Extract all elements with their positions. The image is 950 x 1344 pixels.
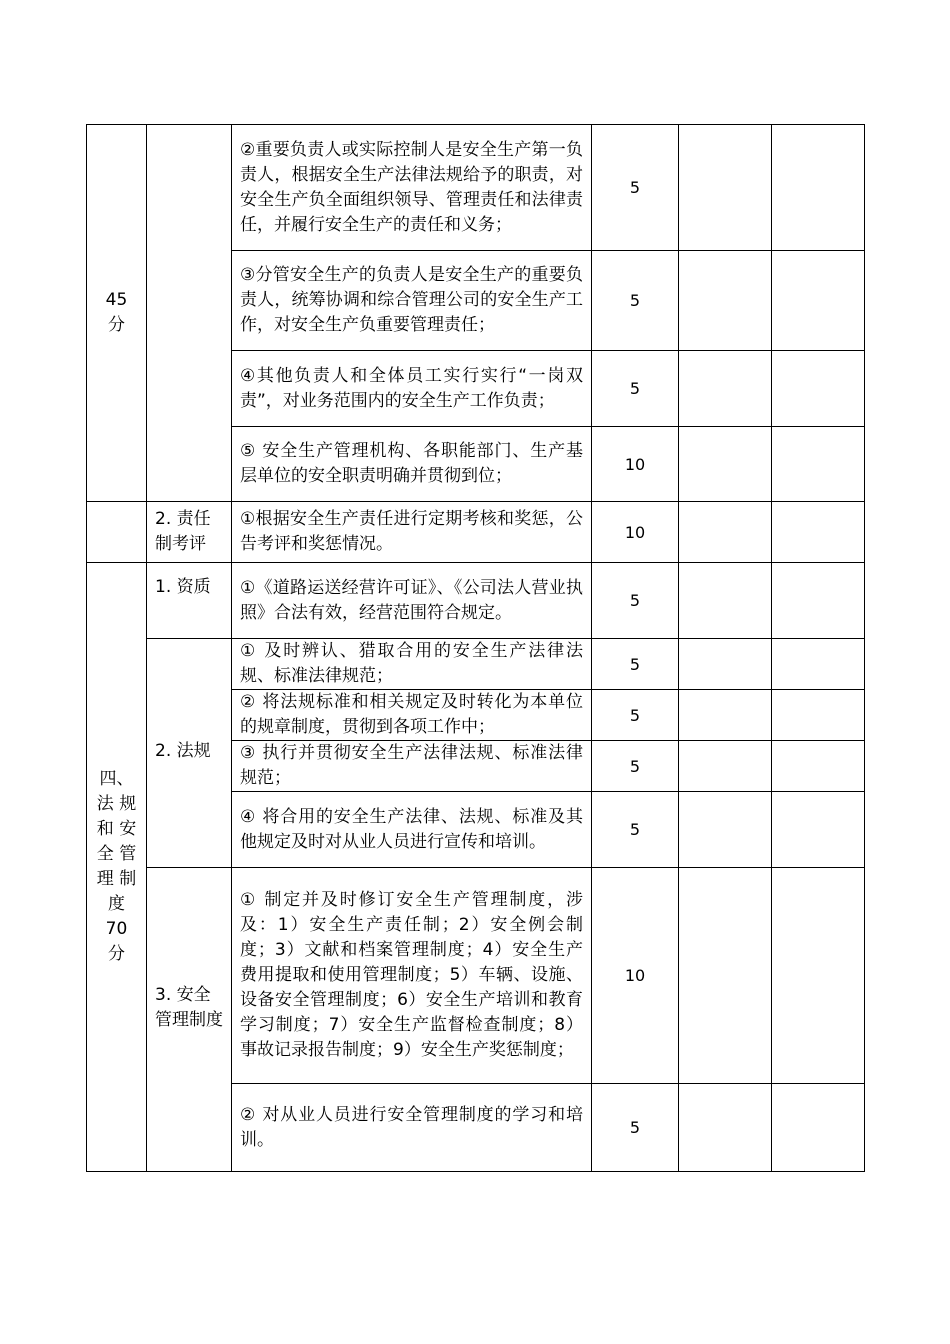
table-row xyxy=(87,868,865,1084)
blank-cell xyxy=(772,690,865,741)
subcategory-cell: 3. 安全管理制度 xyxy=(147,868,232,1172)
criteria-cell: ④ 将合用的安全生产法律、法规、标准及其他规定及时对从业人员进行宣传和培训。 xyxy=(232,792,592,868)
score-cell: 10 xyxy=(592,502,679,563)
blank-cell xyxy=(772,868,865,1084)
criteria-cell: ①《道路运送经营许可证》、《公司法人营业执照》合法有效，经营范围符合规定。 xyxy=(232,563,592,639)
blank-cell xyxy=(772,251,865,351)
blank-cell xyxy=(679,690,772,741)
subcategory-cell: 2. 法规 xyxy=(147,639,232,868)
category-cell xyxy=(87,563,147,1172)
criteria-cell: ② 将法规标准和相关规定及时转化为本单位的规章制度，贯彻到各项工作中； xyxy=(232,690,592,741)
category-line: 四、 xyxy=(99,769,134,789)
criteria-cell: ① 及时辨认、猎取合用的安全生产法律法规、标准法律规范； xyxy=(232,639,592,690)
criteria-cell: ①根据安全生产责任进行定期考核和奖惩，公告考评和奖惩情况。 xyxy=(232,502,592,563)
category-cell: 45 分 xyxy=(87,125,147,502)
blank-cell xyxy=(679,502,772,563)
score-cell: 5 xyxy=(592,639,679,690)
category-line: 理 制 xyxy=(96,869,137,889)
blank-cell xyxy=(679,563,772,639)
category-line: 70 分 xyxy=(105,919,128,964)
score-cell: 5 xyxy=(592,125,679,251)
blank-cell xyxy=(679,792,772,868)
criteria-cell: ⑤ 安全生产管理机构、各职能部门、生产基层单位的安全职责明确并贯彻到位； xyxy=(232,427,592,502)
score-cell: 5 xyxy=(592,792,679,868)
category-line: 和 安 xyxy=(96,819,137,839)
score-cell: 10 xyxy=(592,868,679,1084)
blank-cell xyxy=(679,741,772,792)
blank-cell xyxy=(679,251,772,351)
table-row xyxy=(87,639,865,690)
criteria-cell: ②重要负责人或实际控制人是安全生产第一负责人，根据安全生产法律法规给予的职责，对安全生产负全面组织领导、管理责任和法律责任，并履行安全生产的责任和义务； xyxy=(232,125,592,251)
score-cell: 5 xyxy=(592,251,679,351)
table-row xyxy=(87,125,865,251)
score-cell: 5 xyxy=(592,563,679,639)
criteria-cell: ① 制定并及时修订安全生产管理制度，涉及：1）安全生产责任制；2）安全例会制度；3）文献和档案管理制度；4）安全生产费用提取和使用管理制度；5）车辆、设施、设备安全管理制度；6）安全生产培训和教育学习制度；7）安全生产监督检查制度；8）事故记录报告制度；9）安全生产奖惩制度； xyxy=(232,868,592,1084)
subcategory-cell xyxy=(147,125,232,502)
blank-cell xyxy=(772,351,865,427)
blank-cell xyxy=(679,427,772,502)
score-cell: 10 xyxy=(592,427,679,502)
blank-cell xyxy=(772,792,865,868)
category-line: 度 xyxy=(108,894,125,914)
scoring-table xyxy=(86,124,865,1172)
score-cell: 5 xyxy=(592,351,679,427)
blank-cell xyxy=(679,868,772,1084)
criteria-cell: ④其他负责人和全体员工实行实行“一岗双责”，对业务范围内的安全生产工作负责； xyxy=(232,351,592,427)
criteria-cell: ② 对从业人员进行安全管理制度的学习和培训。 xyxy=(232,1084,592,1172)
blank-cell xyxy=(772,502,865,563)
blank-cell xyxy=(772,741,865,792)
blank-cell xyxy=(679,639,772,690)
blank-cell xyxy=(772,563,865,639)
subcategory-cell: 2. 责任制考评 xyxy=(147,502,232,563)
subcategory-cell: 1. 资质 xyxy=(147,563,232,639)
table-row xyxy=(87,563,865,639)
blank-cell xyxy=(772,125,865,251)
score-cell: 5 xyxy=(592,1084,679,1172)
blank-cell xyxy=(772,427,865,502)
blank-cell xyxy=(679,1084,772,1172)
score-cell: 5 xyxy=(592,690,679,741)
criteria-cell: ③分管安全生产的负责人是安全生产的重要负责人，统筹协调和综合管理公司的安全生产工作，对安全生产负重要管理责任； xyxy=(232,251,592,351)
table-row xyxy=(87,502,865,563)
blank-cell xyxy=(772,1084,865,1172)
blank-cell xyxy=(772,639,865,690)
criteria-cell: ③ 执行并贯彻安全生产法律法规、标准法律规范； xyxy=(232,741,592,792)
category-cell-empty xyxy=(87,502,147,563)
blank-cell xyxy=(679,125,772,251)
score-cell: 5 xyxy=(592,741,679,792)
blank-cell xyxy=(679,351,772,427)
category-line: 法 规 xyxy=(96,794,137,814)
category-line: 全 管 xyxy=(96,844,137,864)
